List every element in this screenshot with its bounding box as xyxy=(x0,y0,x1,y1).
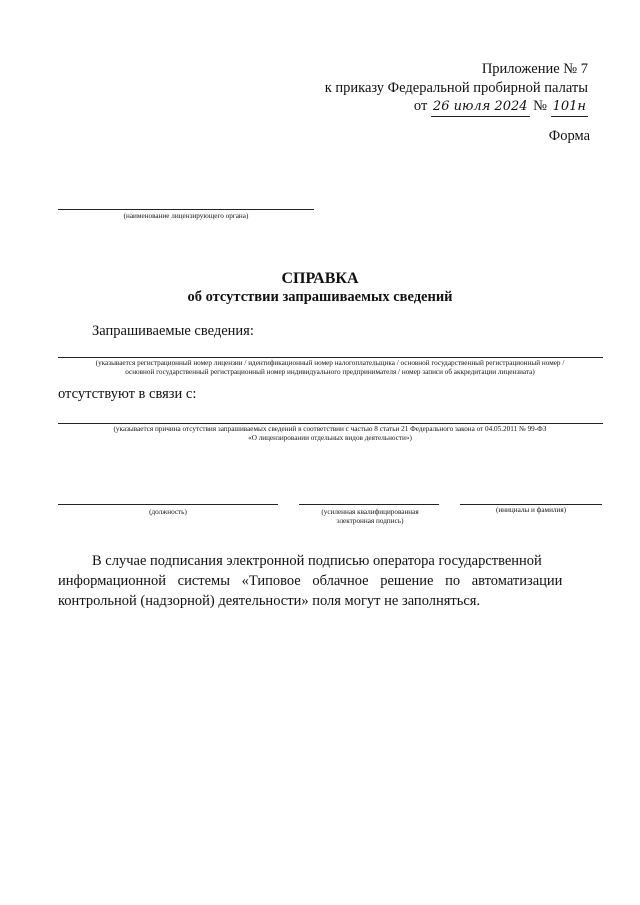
order-number: 101н xyxy=(551,97,588,117)
absent-caption-1: (указывается причина отсутствия запрашиваемых сведений в соответствии с частью 8 статьи 21 Федерального закона от 04.05.2011 № 99-ФЗ xyxy=(113,425,547,433)
order-reference: к приказу Федеральной пробирной палаты xyxy=(324,80,588,96)
requested-caption-2: основной государственный регистрационный номер индивидуального предпринимателя / номер записи об аккредитации лицензиата) xyxy=(125,368,535,376)
licensing-body-caption: (наименование лицензирующего органа) xyxy=(123,212,249,220)
position-line xyxy=(58,504,278,505)
order-date: 26 июля 2024 xyxy=(431,97,530,117)
number-prefix: № xyxy=(533,98,547,114)
signature-caption-2: электронная подпись) xyxy=(336,517,404,525)
appendix-number: Приложение № 7 xyxy=(481,61,588,77)
position-caption: (должность) xyxy=(149,508,187,516)
absent-reason-line xyxy=(58,423,603,424)
name-caption: (инициалы и фамилия) xyxy=(495,506,567,514)
absent-caption-2: «О лицензировании отдельных видов деятельности») xyxy=(248,434,412,442)
document-subtitle: об отсутствии запрашиваемых сведений xyxy=(187,289,453,305)
order-date-line xyxy=(414,97,588,117)
name-line xyxy=(460,504,602,505)
requested-caption-1: (указывается регистрационный номер лицензии / идентификационный номер налогоплательщика / основной государственный регистрационный номер / xyxy=(95,359,565,367)
form-label: Форма xyxy=(548,128,590,144)
note-line-1: В случае подписания электронной подписью оператора государственной xyxy=(92,553,542,569)
note-line-2: информационной системы «Типовое облачное решение по автоматизации xyxy=(58,573,563,589)
note-line-3: контрольной (надзорной) деятельности» поля могут не заполняться. xyxy=(58,593,481,609)
requested-label: Запрашиваемые сведения: xyxy=(92,323,254,339)
requested-line xyxy=(58,357,603,358)
signature-line xyxy=(299,504,439,505)
signature-caption-1: (усиленная квалифицированная xyxy=(321,508,419,516)
document-title: СПРАВКА xyxy=(281,270,359,287)
absent-label: отсутствуют в связи с: xyxy=(58,386,197,402)
date-prefix: от xyxy=(413,98,428,114)
licensing-body-line xyxy=(58,209,314,210)
